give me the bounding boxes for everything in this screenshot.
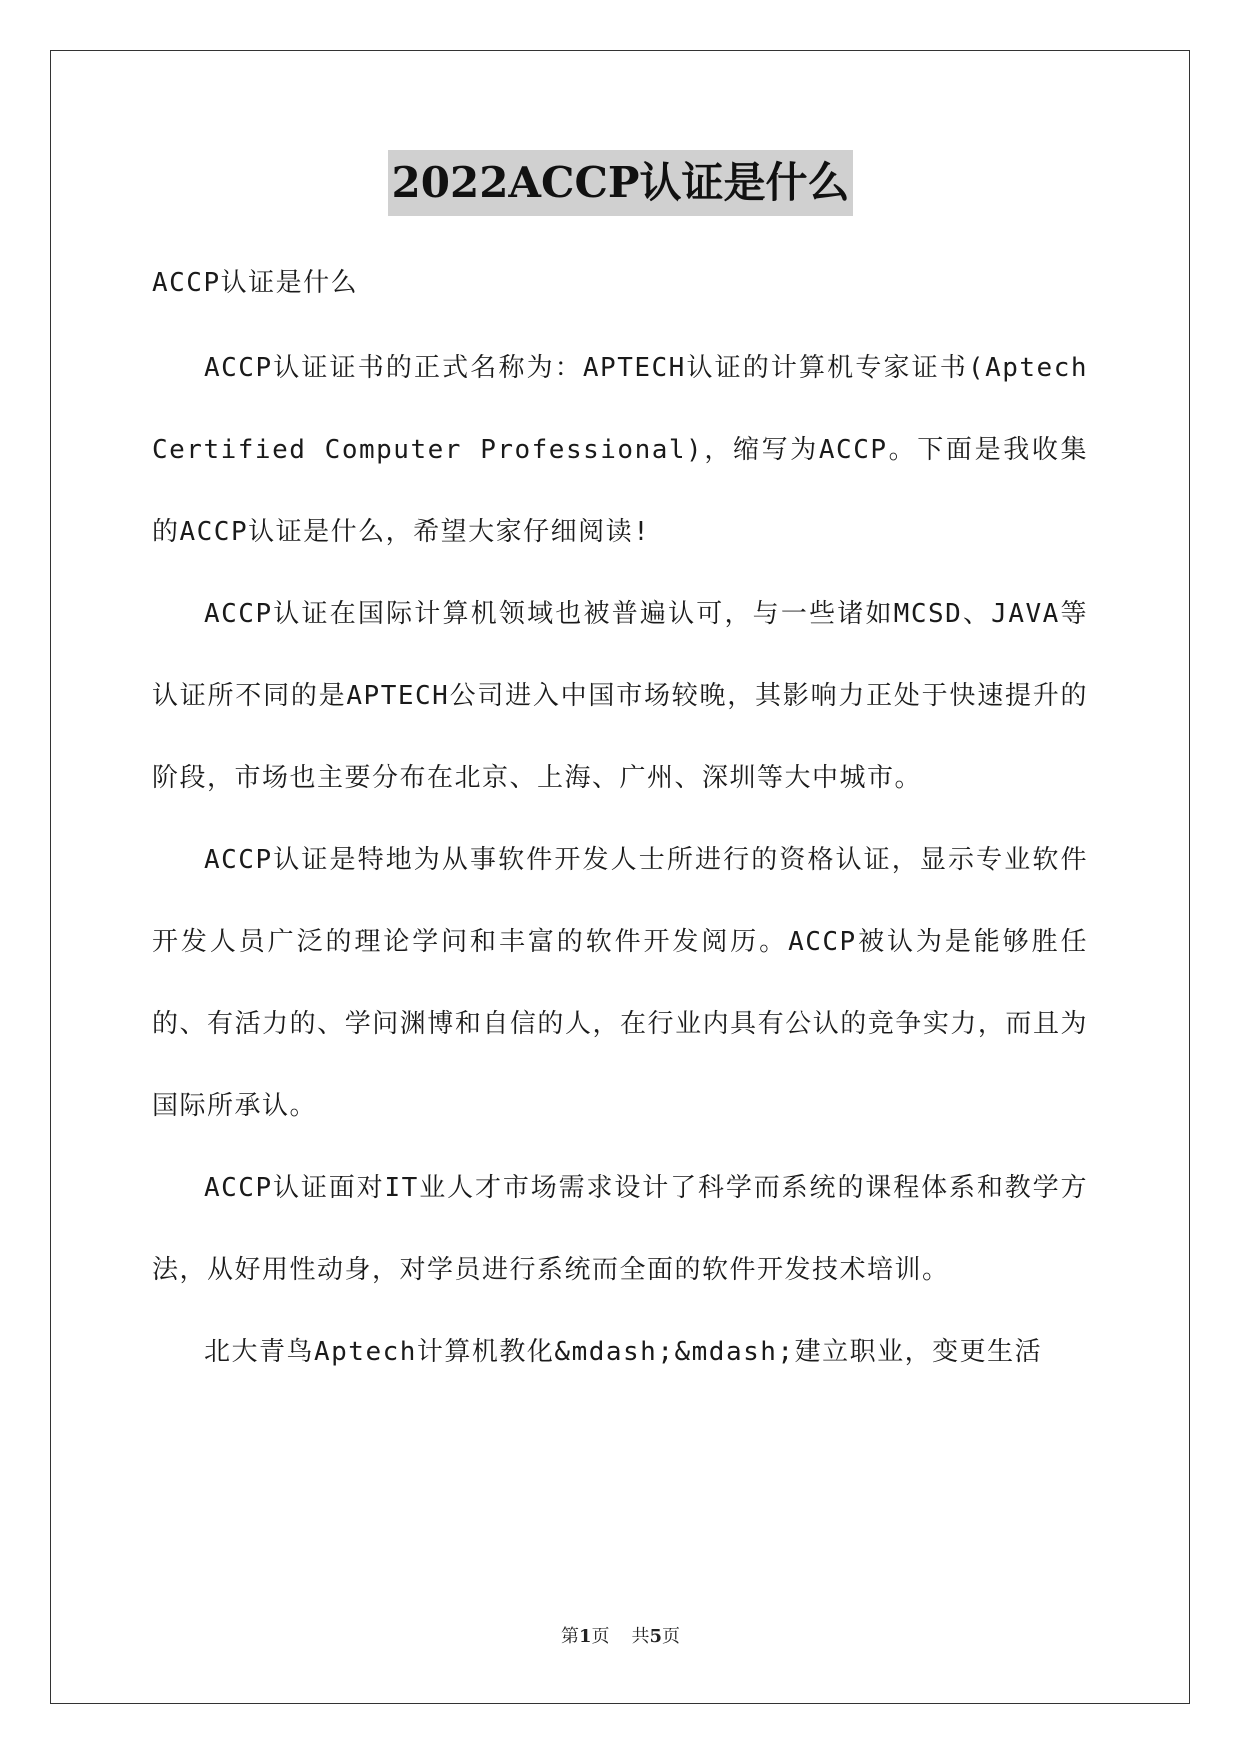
page-footer [0,1622,1241,1648]
document-title: 2022ACCP认证是什么 [388,150,854,216]
document-subtitle: ACCP认证是什么 [152,268,359,298]
paragraph-4: ACCP认证面对IT业人才市场需求设计了科学而系统的课程体系和教学方法，从好用性动身，对学员进行系统而全面的软件开发技术培训。 [152,1173,1088,1285]
page-suffix: 页 [591,1626,610,1647]
page-current: 1 [578,1626,592,1647]
paragraph-5: 北大青鸟Aptech计算机教化&mdash;&mdash;建立职业，变更生活 [204,1337,1043,1367]
total-prefix: 共 [631,1626,650,1647]
document-body [152,255,1088,1393]
paragraph-2: ACCP认证在国际计算机领域也被普遍认可，与一些诸如MCSD、JAVA等认证所不同的是APTECH公司进入中国市场较晚，其影响力正处于快速提升的阶段，市场也主要分布在北京、上海、广州、深圳等大中城市。 [152,599,1088,793]
paragraph-1: ACCP认证证书的正式名称为：APTECH认证的计算机专家证书(Aptech Certified Computer Professional)，缩写为ACCP。下面是我收集的ACCP认证是什么，希望大家仔细阅读! [152,353,1088,547]
total-suffix: 页 [662,1626,681,1647]
page-total: 5 [649,1626,663,1647]
page-prefix: 第 [560,1626,579,1647]
title-container [0,150,1241,216]
paragraph-3: ACCP认证是特地为从事软件开发人士所进行的资格认证，显示专业软件开发人员广泛的理论学问和丰富的软件开发阅历。ACCP被认为是能够胜任的、有活力的、学问渊博和自信的人，在行业内具有公认的竞争实力，而且为国际所承认。 [152,845,1088,1121]
